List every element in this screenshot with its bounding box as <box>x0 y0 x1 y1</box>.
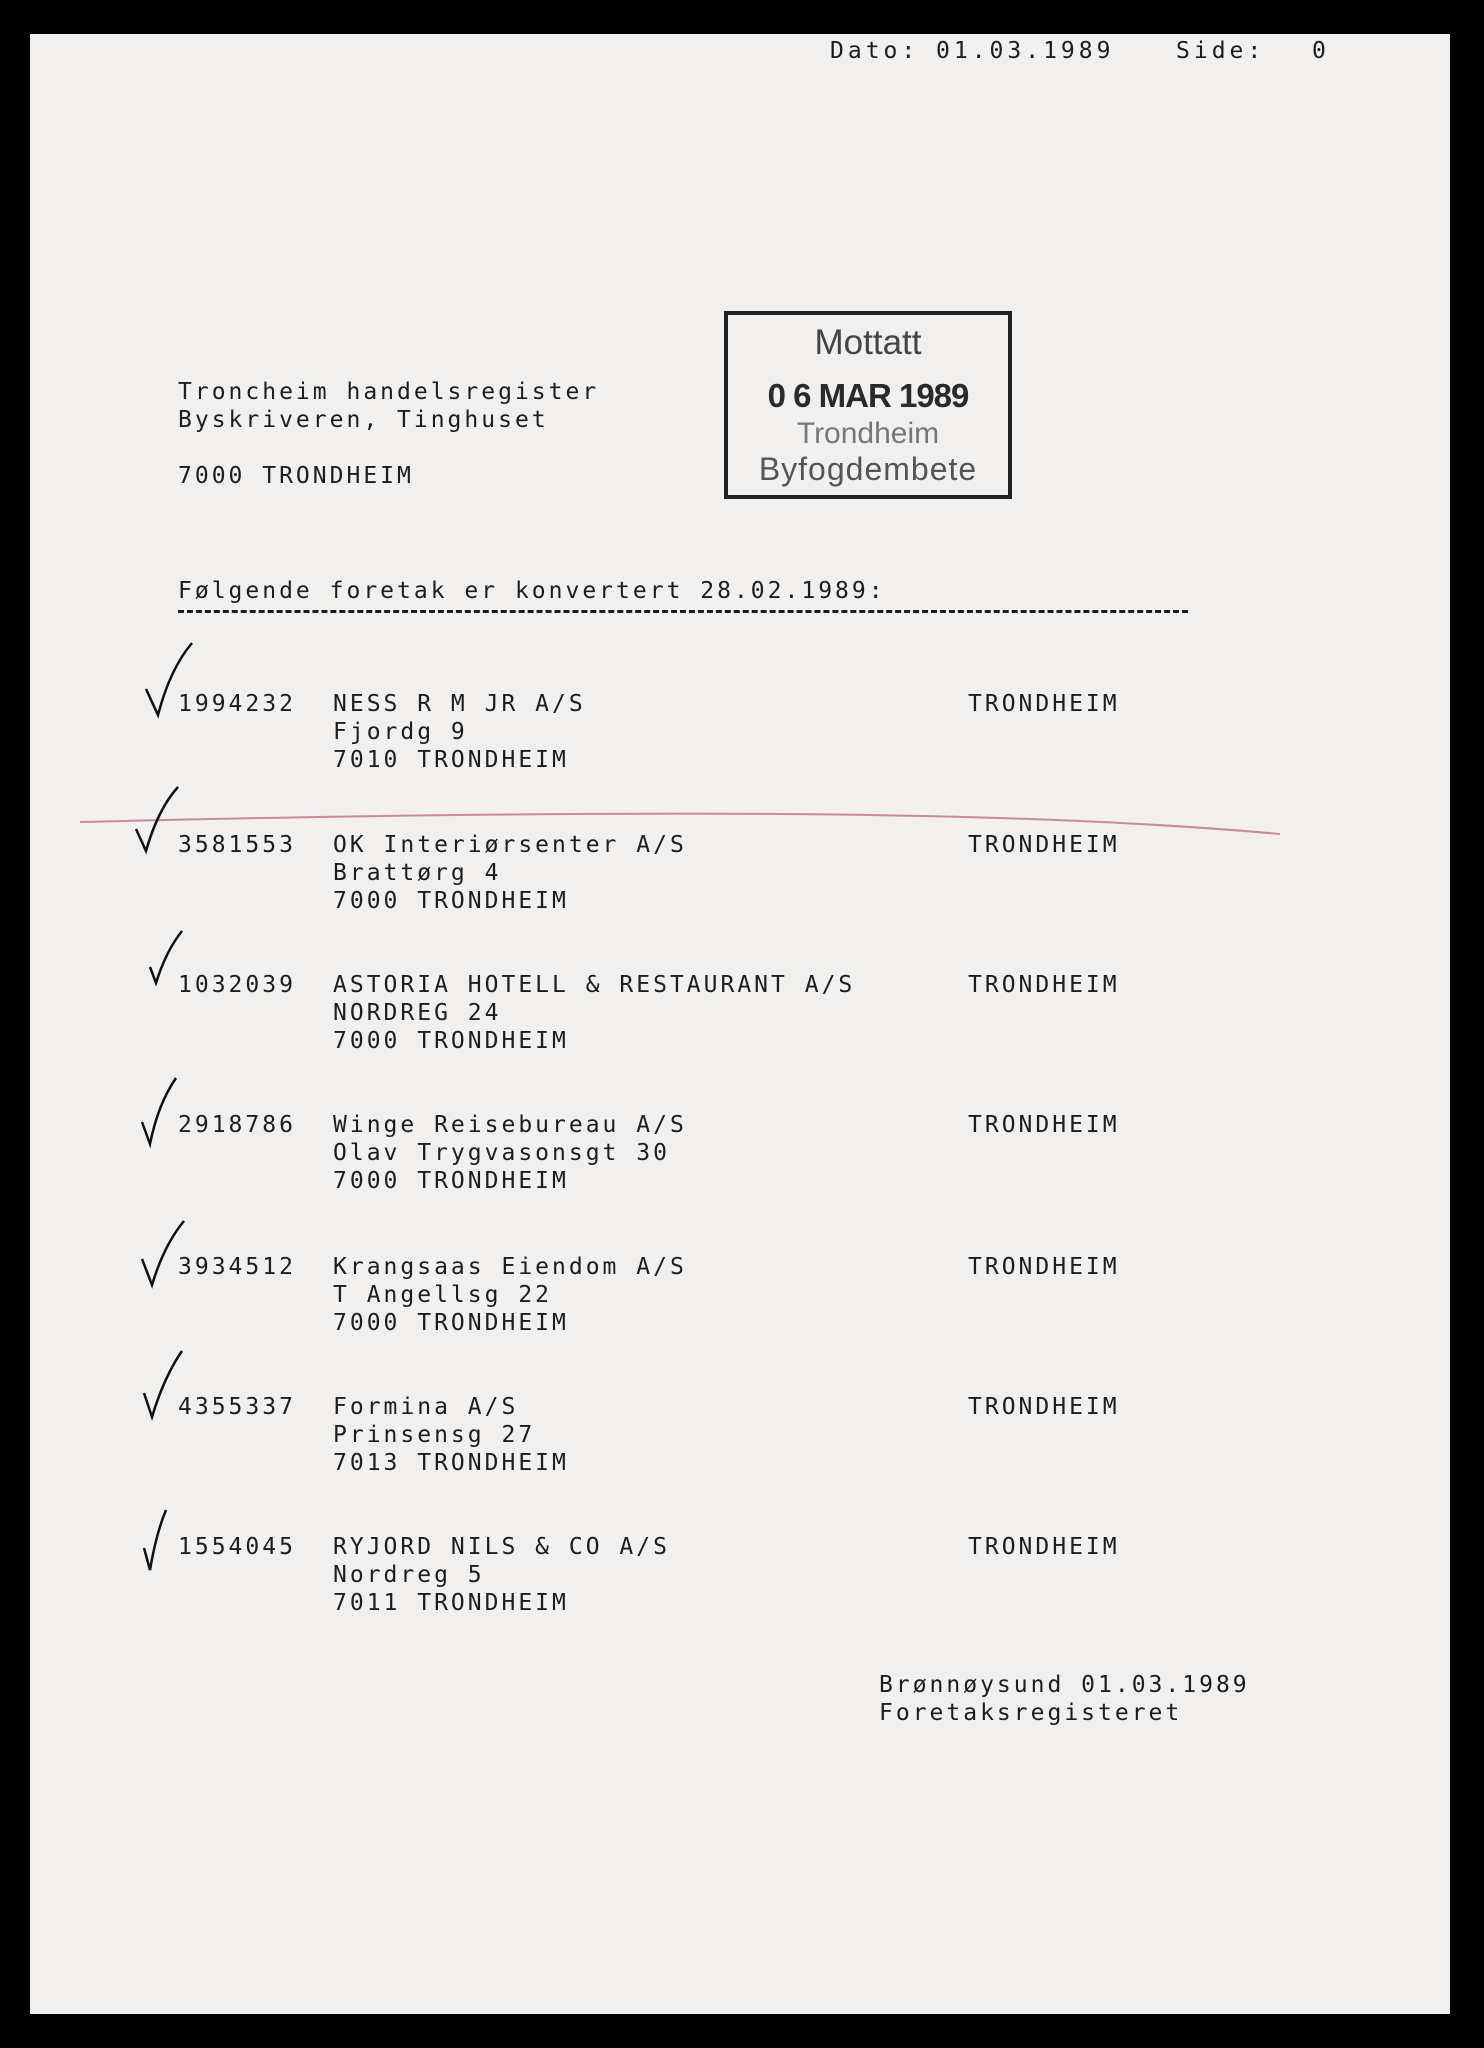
company-city: TRONDHEIM <box>968 1534 1120 1560</box>
recipient-line-1: Troncheim handelsregister <box>178 379 600 405</box>
recipient-line-3: 7000 TRONDHEIM <box>178 463 414 489</box>
dashed-rule <box>178 610 1188 613</box>
stamp-line-1: Mottatt <box>814 323 922 362</box>
stamp-line-3: Trondheim <box>796 417 940 450</box>
date-label: Dato: <box>830 38 920 64</box>
company-postal: 7000 TRONDHEIM <box>333 888 569 914</box>
footer-place-date: Brønnøysund 01.03.1989 <box>879 1672 1250 1698</box>
date-value: 01.03.1989 <box>936 38 1115 64</box>
company-name: Krangsaas Eiendom A/S <box>333 1254 687 1280</box>
company-name: NESS R M JR A/S <box>333 691 586 717</box>
company-name: RYJORD NILS & CO A/S <box>333 1534 670 1560</box>
company-street: T Angellsg 22 <box>333 1282 553 1308</box>
company-street: Fjordg 9 <box>333 719 468 745</box>
stamp-date: 0 6 MAR 1989 <box>767 377 969 414</box>
recipient-line-2: Byskriveren, Tinghuset <box>178 407 549 433</box>
company-name: OK Interiørsenter A/S <box>333 832 687 858</box>
org-number: 3581553 <box>178 832 296 858</box>
stamp-line-4: Byfogdembete <box>758 451 978 487</box>
company-city: TRONDHEIM <box>968 1394 1120 1420</box>
company-postal: 7000 TRONDHEIM <box>333 1028 569 1054</box>
company-postal: 7010 TRONDHEIM <box>333 747 569 773</box>
company-postal: 7013 TRONDHEIM <box>333 1450 569 1476</box>
org-number: 3934512 <box>178 1254 296 1280</box>
page-value: 0 <box>1312 38 1330 64</box>
company-street: Brattørg 4 <box>333 860 502 886</box>
company-street: NORDREG 24 <box>333 1000 502 1026</box>
company-city: TRONDHEIM <box>968 691 1120 717</box>
document-page <box>30 34 1450 2014</box>
received-stamp <box>724 311 1012 499</box>
org-number: 2918786 <box>178 1112 296 1138</box>
intro-text: Følgende foretak er konvertert 28.02.1989: <box>178 578 886 604</box>
org-number: 1032039 <box>178 972 296 998</box>
company-postal: 7000 TRONDHEIM <box>333 1310 569 1336</box>
company-street: Olav Trygvasonsgt 30 <box>333 1140 670 1166</box>
org-number: 4355337 <box>178 1394 296 1420</box>
footer-registry: Foretaksregisteret <box>879 1700 1183 1726</box>
company-name: ASTORIA HOTELL & RESTAURANT A/S <box>333 972 856 998</box>
company-city: TRONDHEIM <box>968 972 1120 998</box>
page-label: Side: <box>1176 38 1266 64</box>
org-number: 1554045 <box>178 1534 296 1560</box>
company-city: TRONDHEIM <box>968 832 1120 858</box>
company-street: Prinsensg 27 <box>333 1422 536 1448</box>
company-postal: 7011 TRONDHEIM <box>333 1590 569 1616</box>
company-name: Winge Reisebureau A/S <box>333 1112 687 1138</box>
company-city: TRONDHEIM <box>968 1112 1120 1138</box>
org-number: 1994232 <box>178 691 296 717</box>
company-postal: 7000 TRONDHEIM <box>333 1168 569 1194</box>
company-city: TRONDHEIM <box>968 1254 1120 1280</box>
company-name: Formina A/S <box>333 1394 519 1420</box>
company-street: Nordreg 5 <box>333 1562 485 1588</box>
